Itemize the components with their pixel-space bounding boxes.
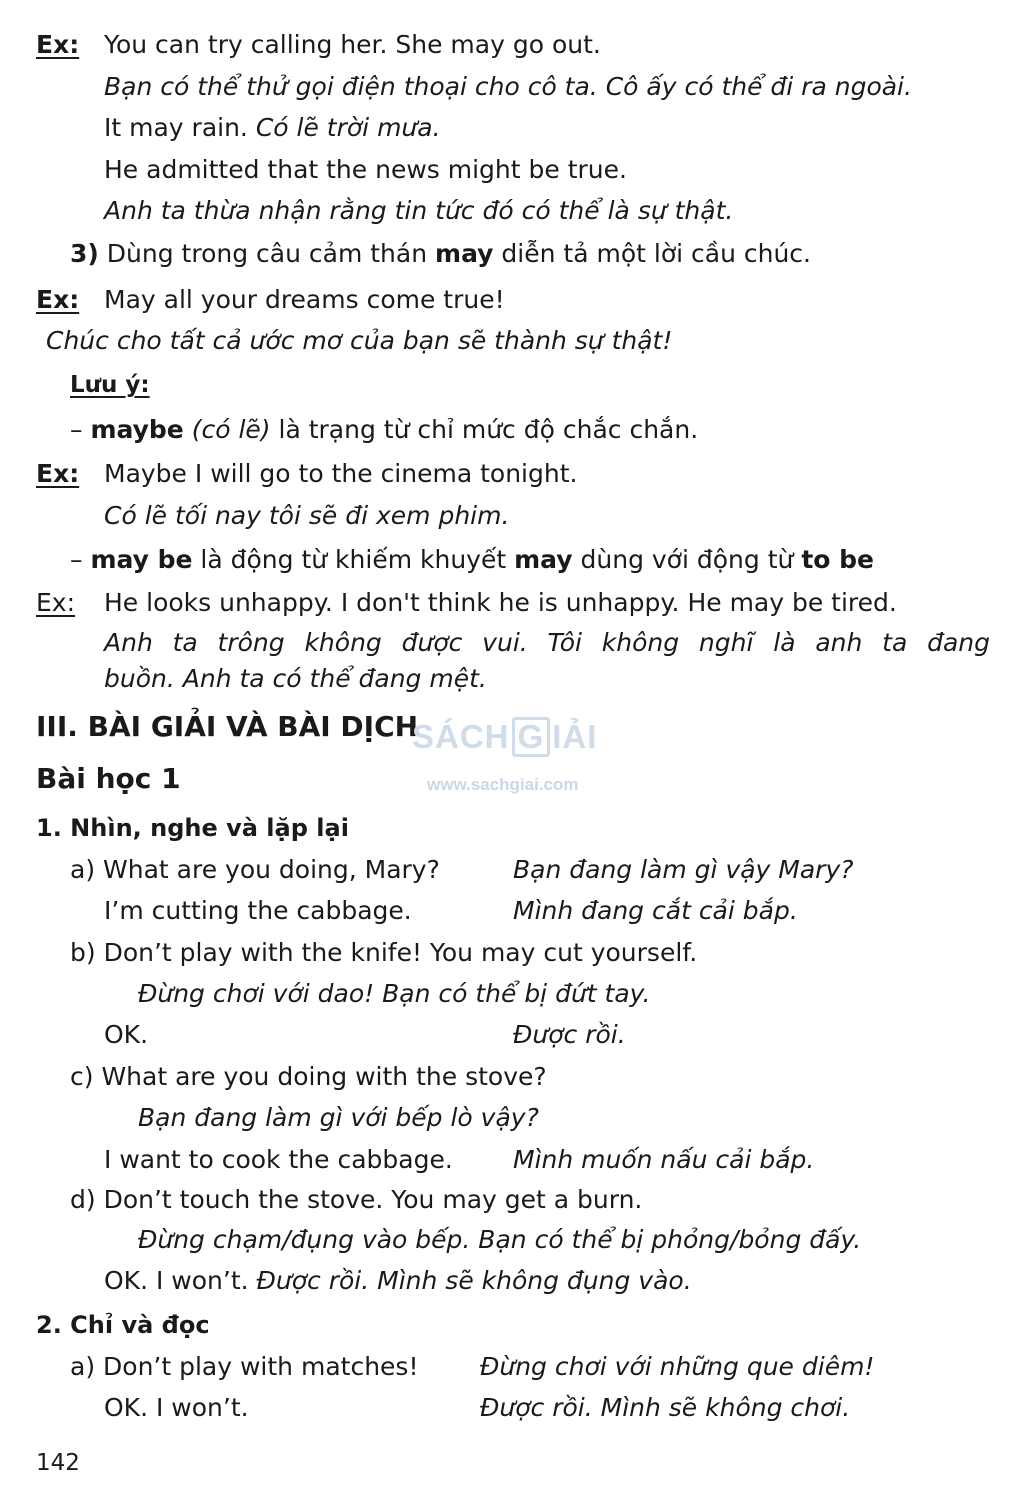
- section-heading: III. BÀI GIẢI VÀ BÀI DỊCH: [36, 710, 419, 743]
- example-translation: buồn. Anh ta có thể đang mệt.: [104, 664, 487, 693]
- dialogue-line: OK.: [104, 1020, 149, 1049]
- exercise-title: 1. Nhìn, nghe và lặp lại: [36, 814, 349, 842]
- example-label: Ex:: [36, 285, 80, 314]
- note-gloss: (có lẽ): [191, 415, 271, 444]
- watermark-url: www.sachgiai.com: [427, 775, 579, 794]
- dialogue-translation: Bạn đang làm gì với bếp lò vậy?: [138, 1103, 539, 1132]
- rule-text: diễn tả một lời cầu chúc.: [501, 239, 811, 268]
- example-sentence: You can try calling her. She may go out.: [104, 30, 601, 59]
- page-number: 142: [36, 1450, 80, 1476]
- rule-keyword: may: [435, 239, 494, 268]
- rule-text: Dùng trong câu cảm thán: [106, 239, 428, 268]
- exercise-title: 2. Chỉ và đọc: [36, 1311, 210, 1339]
- sachgiai-watermark: [412, 703, 622, 803]
- example-translation: Bạn có thể thử gọi điện thoại cho cô ta. Cô ấy có thể đi ra ngoài.: [104, 72, 912, 101]
- example-sentence: He admitted that the news might be true.: [104, 155, 627, 184]
- dialogue-translation: Đừng chơi với những que diêm!: [480, 1352, 875, 1381]
- rule-number: 3): [70, 239, 99, 268]
- example-label: Ex:: [36, 30, 80, 59]
- example-translation: Anh ta thừa nhận rằng tin tức đó có thể là sự thật.: [104, 196, 734, 225]
- dialogue-translation: Đừng chạm/đụng vào bếp. Bạn có thể bị phỏng/bỏng đấy.: [138, 1225, 862, 1254]
- note-text: là động từ khiếm khuyết: [200, 545, 507, 574]
- dialogue-line: a) What are you doing, Mary?: [70, 855, 440, 884]
- dialogue-translation: Bạn đang làm gì vậy Mary?: [513, 855, 854, 884]
- dialogue-translation: Mình muốn nấu cải bắp.: [513, 1145, 815, 1174]
- dialogue-translation: Được rồi.: [513, 1020, 626, 1049]
- note-dash: –: [70, 545, 83, 574]
- watermark-logo: SÁCH G IẢI: [412, 718, 598, 755]
- dialogue-line: c) What are you doing with the stove?: [70, 1062, 547, 1091]
- dialogue-line: a) Don’t play with matches!: [70, 1352, 419, 1381]
- example-translation: Có lẽ trời mưa.: [255, 113, 441, 142]
- note-dash: –: [70, 415, 83, 444]
- note-keyword: may: [514, 545, 573, 574]
- example-sentence: It may rain.: [104, 113, 248, 142]
- note-item-may-be: [70, 543, 874, 577]
- example-sentence: Maybe I will go to the cinema tonight.: [104, 459, 578, 488]
- dialogue-line: OK. I won’t.: [104, 1266, 249, 1295]
- dialogue-line: d) Don’t touch the stove. You may get a burn.: [70, 1185, 643, 1214]
- note-keyword: maybe: [90, 415, 184, 444]
- example-translation: Anh ta trông không được vui. Tôi không nghĩ là anh ta đang: [104, 628, 990, 657]
- dialogue-translation: Mình đang cắt cải bắp.: [513, 896, 798, 925]
- note-text: dùng với động từ: [580, 545, 794, 574]
- note-item-maybe: [70, 413, 698, 447]
- dialogue-line: OK. I won’t.: [104, 1393, 249, 1422]
- example-sentence: May all your dreams come true!: [104, 285, 505, 314]
- example-label: Ex:: [36, 459, 80, 488]
- example-sentence: He looks unhappy. I don't think he is unhappy. He may be tired.: [104, 588, 897, 617]
- watermark-logo-box: G: [512, 717, 551, 757]
- dialogue-translation: Đừng chơi với dao! Bạn có thể bị đứt tay.: [138, 979, 651, 1008]
- example-label: Ex:: [36, 588, 76, 617]
- example-translation: Chúc cho tất cả ước mơ của bạn sẽ thành sự thật!: [46, 326, 673, 355]
- example-sentence-with-translation: [104, 111, 441, 145]
- dialogue-line: b) Don’t play with the knife! You may cut yourself.: [70, 938, 698, 967]
- note-keyword: to be: [801, 545, 874, 574]
- dialogue-translation: Được rồi. Mình sẽ không chơi.: [480, 1393, 851, 1422]
- note-label: Lưu ý:: [70, 372, 150, 398]
- dialogue-line-with-translation: [104, 1264, 692, 1298]
- dialogue-line: I want to cook the cabbage.: [104, 1145, 453, 1174]
- example-translation: Có lẽ tối nay tôi sẽ đi xem phim.: [104, 501, 510, 530]
- note-keyword: may be: [90, 545, 193, 574]
- dialogue-line: I’m cutting the cabbage.: [104, 896, 412, 925]
- rule-point-3: [70, 237, 811, 271]
- dialogue-translation: Được rồi. Mình sẽ không đụng vào.: [256, 1266, 692, 1295]
- note-text: là trạng từ chỉ mức độ chắc chắn.: [278, 415, 699, 444]
- lesson-heading: Bài học 1: [36, 762, 181, 795]
